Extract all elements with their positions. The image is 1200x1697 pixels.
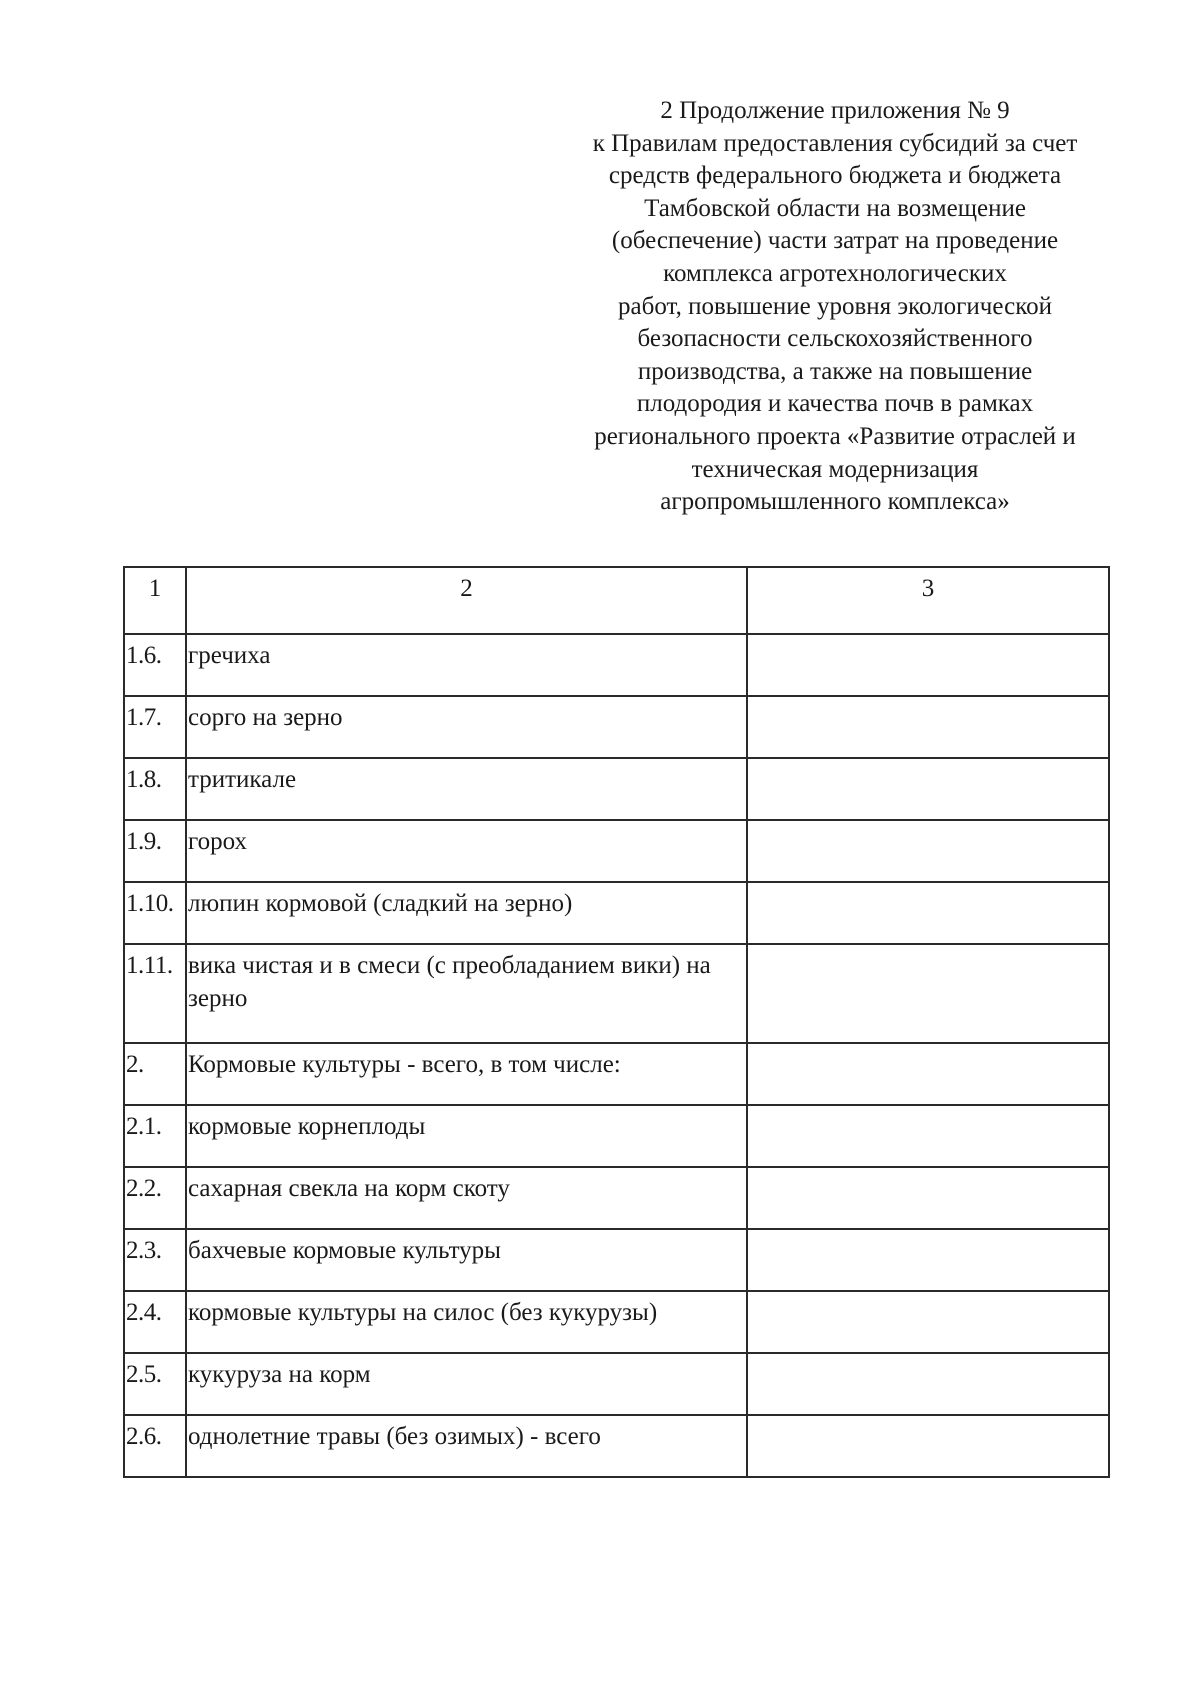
table-row	[124, 1043, 1109, 1105]
row-name: сорго на зерно	[186, 696, 747, 758]
heading-line: Тамбовской области на возмещение	[644, 194, 1026, 222]
row-value	[747, 820, 1109, 882]
row-name: гречиха	[186, 634, 747, 696]
row-number: 2.5.	[124, 1353, 186, 1415]
heading-line: средств федерального бюджета и бюджета	[608, 162, 1062, 190]
row-number: 1.9.	[124, 820, 186, 882]
heading-line: техническая модернизация	[691, 455, 979, 483]
row-value	[747, 1167, 1109, 1229]
column-header-3: 3	[747, 567, 1109, 634]
heading-line: безопасности сельскохозяйственного	[637, 325, 1033, 353]
table-row	[124, 758, 1109, 820]
row-name: Кормовые культуры - всего, в том числе:	[186, 1043, 747, 1105]
column-header-1: 1	[124, 567, 186, 634]
table-row	[124, 1291, 1109, 1353]
heading-line: работ, повышение уровня экологической	[618, 292, 1052, 320]
heading-line: комплекса агротехнологических	[663, 259, 1007, 287]
row-name: кормовые культуры на силос (без кукурузы)	[186, 1291, 747, 1353]
row-number: 1.8.	[124, 758, 186, 820]
row-number: 2.3.	[124, 1229, 186, 1291]
row-value	[747, 1105, 1109, 1167]
row-number: 1.7.	[124, 696, 186, 758]
row-number: 2.6.	[124, 1415, 186, 1477]
heading-line: регионального проекта «Развитие отраслей и	[594, 422, 1076, 450]
row-value	[747, 1415, 1109, 1477]
row-name: горох	[186, 820, 747, 882]
row-name: тритикале	[186, 758, 747, 820]
column-header-2: 2	[186, 567, 747, 634]
table-row	[124, 820, 1109, 882]
table-row	[124, 634, 1109, 696]
table-row	[124, 1353, 1109, 1415]
row-name: кормовые корнеплоды	[186, 1105, 747, 1167]
row-number: 2.1.	[124, 1105, 186, 1167]
row-name: сахарная свекла на корм скоту	[186, 1167, 747, 1229]
row-value	[747, 1353, 1109, 1415]
table-row	[124, 1415, 1109, 1477]
row-number: 1.6.	[124, 634, 186, 696]
row-value	[747, 1229, 1109, 1291]
heading-line: агропромышленного комплекса»	[660, 488, 1010, 516]
row-value	[747, 882, 1109, 944]
row-name: люпин кормовой (сладкий на зерно)	[186, 882, 747, 944]
table-row	[124, 1229, 1109, 1291]
row-name: однолетние травы (без озимых) - всего	[186, 1415, 747, 1477]
table-row	[124, 696, 1109, 758]
heading-line: 2 Продолжение приложения № 9	[660, 97, 1010, 124]
crops-table	[123, 566, 1110, 1478]
table-row	[124, 944, 1109, 1043]
table-row	[124, 1105, 1109, 1167]
row-number: 2.2.	[124, 1167, 186, 1229]
heading-line: к Правилам предоставления субсидий за счет	[592, 129, 1078, 157]
table-row	[124, 882, 1109, 944]
row-value	[747, 696, 1109, 758]
row-value	[747, 634, 1109, 696]
heading-line: (обеспечение) части затрат на проведение	[611, 227, 1059, 255]
row-value	[747, 1291, 1109, 1353]
row-number: 1.10.	[124, 882, 186, 944]
row-number: 2.4.	[124, 1291, 186, 1353]
row-number: 2.	[124, 1043, 186, 1105]
heading-line: плодородия и качества почв в рамках	[636, 390, 1034, 418]
row-value	[747, 758, 1109, 820]
table-row	[124, 1167, 1109, 1229]
row-value	[747, 1043, 1109, 1105]
row-name: вика чистая и в смеси (с преобладанием вики) на зерно	[186, 944, 747, 1043]
row-name: кукуруза на корм	[186, 1353, 747, 1415]
row-name: бахчевые кормовые культуры	[186, 1229, 747, 1291]
appendix-heading	[545, 95, 1125, 519]
table-header-row	[124, 567, 1109, 634]
row-number: 1.11.	[124, 944, 186, 1043]
row-value	[747, 944, 1109, 1043]
heading-line: производства, а также на повышение	[637, 357, 1033, 385]
